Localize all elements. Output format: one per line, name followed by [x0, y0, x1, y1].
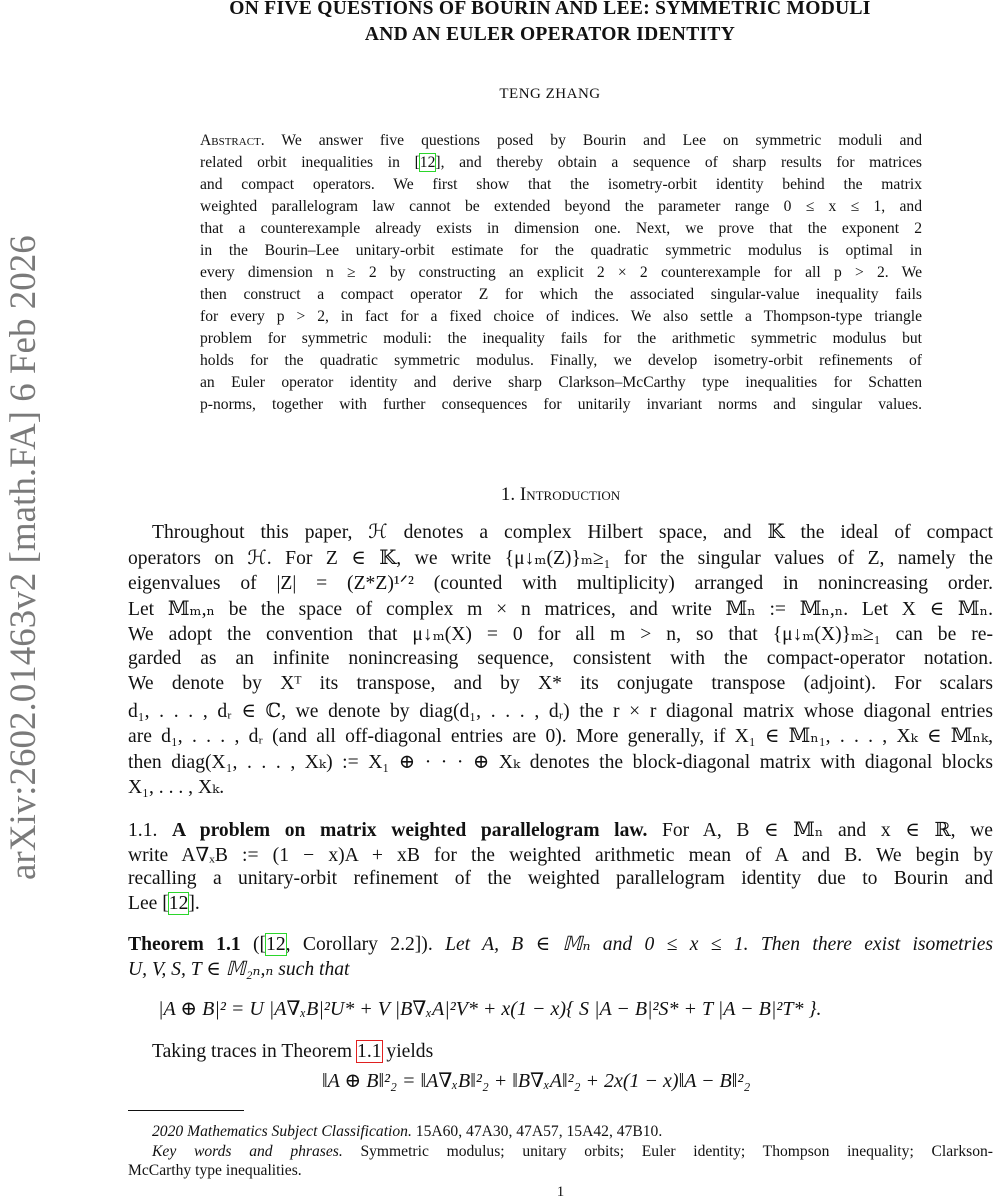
subsection-line: recalling a unitary-orbit refinement of the weighted parallelogram identity due to Bourin and	[128, 868, 993, 889]
subsection-title: A problem on matrix weighted parallelogram law.	[172, 820, 648, 841]
intro-line: We denote by Xᵀ its transpose, and by X* its conjugate transpose (adjoint). For scalars	[128, 673, 993, 694]
section-number: 1.	[500, 484, 516, 505]
page-number: 1	[556, 1184, 565, 1200]
intro-line: then diag(X₁, . . . , Xₖ) := X₁ ⊕ · · · ⊕ Xₖ denotes the block-diagonal matrix with diagonal blocks	[128, 751, 993, 773]
theorem-line: Theorem 1.1 ([12, Corollary 2.2]). Let A, B ∈ 𝕄ₙ and 0 ≤ x ≤ 1. Then there exist isometries	[128, 934, 993, 955]
subsection-line	[128, 893, 993, 915]
arxiv-stamp: arXiv:2602.01463v2 [math.FA] 6 Feb 2026	[3, 235, 44, 880]
title-line: ON FIVE QUESTIONS OF BOURIN AND LEE: SYMMETRIC MODULI	[229, 0, 871, 19]
citation-link[interactable]: 12	[168, 893, 189, 914]
subsection-number: 1.1.	[128, 820, 158, 841]
intro-line: operators on ℋ. For Z ∈ 𝕂, we write {μ↓ₘ(Z)}ₘ≥₁ for the singular values of Z, namely the	[128, 547, 993, 569]
title-line: AND AN EULER OPERATOR IDENTITY	[364, 24, 736, 45]
paper-title	[120, 0, 980, 48]
abstract-line: every dimension n ≥ 2 by constructing an explicit 2 × 2 counterexample for all p > 2. We	[200, 264, 922, 281]
section-title: Introduction	[519, 484, 621, 505]
abstract-line: and compact operators. We first show that the isometry-orbit identity behind the matrix	[200, 176, 922, 193]
theorem-label: Theorem 1.1	[128, 934, 241, 955]
text: For A, B ∈ 𝕄ₙ and x ∈ ℝ, we	[647, 820, 993, 841]
text: We answer five questions posed by Bourin and Lee on symmetric moduli and	[264, 132, 922, 149]
intro-line: We adopt the convention that μ↓ₘ(X) = 0 for all m > n, so that {μ↓ₘ(X)}ₘ≥₁ can be re-	[128, 624, 993, 645]
subsection-line	[128, 818, 993, 842]
footnote-rule	[128, 1110, 244, 1111]
theorem-text: U, V, S, T ∈ 𝕄₂ₙ,ₙ such that	[128, 959, 350, 980]
abstract-line: related orbit inequalities in [12], and thereby obtain a sequence of sharp results for matrices	[200, 154, 923, 171]
theorem-ref-link[interactable]: 1.1	[357, 1041, 382, 1062]
msc-codes: 15A60, 47A30, 47A57, 15A42, 47B10.	[411, 1123, 663, 1140]
text: Lee [12].	[128, 893, 200, 914]
intro-line: eigenvalues of |Z| = (Z*Z)¹ᐟ² (counted with multiplicity) arranged in nonincreasing order.	[128, 573, 993, 594]
subsection-line: write A∇ₓB := (1 − x)A + xB for the weighted arithmetic mean of A and B. We begin by	[128, 845, 993, 866]
section-heading	[128, 484, 993, 506]
footnote-keywords-cont: McCarthy type inequalities.	[128, 1162, 302, 1179]
abstract-line: problem for symmetric moduli: the inequality fails for the arithmetic symmetric modulus but	[200, 330, 922, 347]
abstract-line: holds for the quadratic symmetric modulus. Finally, we develop isometry-orbit refinements of	[200, 352, 922, 369]
text: yields	[381, 1041, 434, 1062]
footnote-keywords	[152, 1143, 993, 1161]
text: Taking traces in Theorem	[152, 1041, 358, 1062]
theorem-line	[128, 957, 993, 981]
abstract-line: for every p > 2, in fact for a fixed choice of indices. We also settle a Thompson-type triangle	[200, 308, 922, 325]
theorem-equation: |A ⊕ B|² = U |A∇ₓB|²U* + V |B∇ₓA|²V* + x(1 − x){ S |A − B|²S* + T |A − B|²T* }.	[158, 998, 822, 1020]
citation-link[interactable]: 12	[419, 154, 436, 171]
intro-line: Let 𝕄ₘ,ₙ be the space of complex m × n matrices, and write 𝕄ₙ := 𝕄ₙ,ₙ. Let X ∈ 𝕄ₙ.	[128, 598, 993, 620]
text: , Corollary 2.2]).	[285, 934, 433, 955]
keywords: Symmetric modulus; unitary orbits; Euler identity; Thompson inequality; Clarkson-	[342, 1143, 993, 1160]
abstract-line: an Euler operator identity and derive sharp Clarkson–McCarthy type inequalities for Schatten	[200, 374, 922, 391]
abstract-line: then construct a compact operator Z for which the associated singular-value inequality fails	[200, 286, 922, 303]
citation-link[interactable]: 12	[266, 934, 286, 955]
intro-line: garded as an infinite nonincreasing sequence, consistent with the compact-operator notation.	[128, 647, 993, 669]
msc-label: 2020 Mathematics Subject Classification.	[152, 1123, 412, 1140]
theorem-text: Let A, B ∈ 𝕄ₙ and 0 ≤ x ≤ 1. Then there exist isometries	[432, 934, 993, 955]
intro-line: d₁, . . . , dᵣ ∈ ℂ, we denote by diag(d₁, . . . , dᵣ) the r × r diagonal matrix whose diagonal entries	[128, 700, 993, 722]
abstract-line	[200, 132, 922, 150]
intro-line: Throughout this paper, ℋ denotes a complex Hilbert space, and 𝕂 the ideal of compact	[152, 522, 993, 543]
abstract-line: p-norms, together with further consequences for unitarily invariant norms and singular values.	[200, 396, 922, 413]
traces-line	[152, 1041, 993, 1063]
intro-line: are d₁, . . . , dᵣ (and all off-diagonal entries are 0). More generally, if X₁ ∈ 𝕄ₙ₁, . . . , Xₖ ∈ 𝕄ₙₖ,	[128, 726, 993, 747]
abstract-line: that a counterexample already exists in dimension one. Next, we prove that the exponent 2	[200, 220, 922, 237]
abstract-line: in the Bourin–Lee unitary-orbit estimate for the quadratic symmetric modulus is optimal in	[200, 242, 922, 259]
trace-equation: ‖A ⊕ B‖²₂ = ‖A∇ₓB‖²₂ + ‖B∇ₓA‖²₂ + 2x(1 − x)‖A − B‖²₂	[322, 1070, 751, 1092]
intro-line: X₁, . . . , Xₖ.	[128, 777, 225, 798]
author: TENG ZHANG	[499, 86, 601, 102]
abstract-label: Abstract.	[200, 132, 265, 149]
footnote-msc	[152, 1123, 662, 1141]
keywords-label: Key words and phrases.	[152, 1143, 343, 1160]
abstract-line: weighted parallelogram law cannot be extended beyond the parameter range 0 ≤ x ≤ 1, and	[200, 198, 922, 215]
